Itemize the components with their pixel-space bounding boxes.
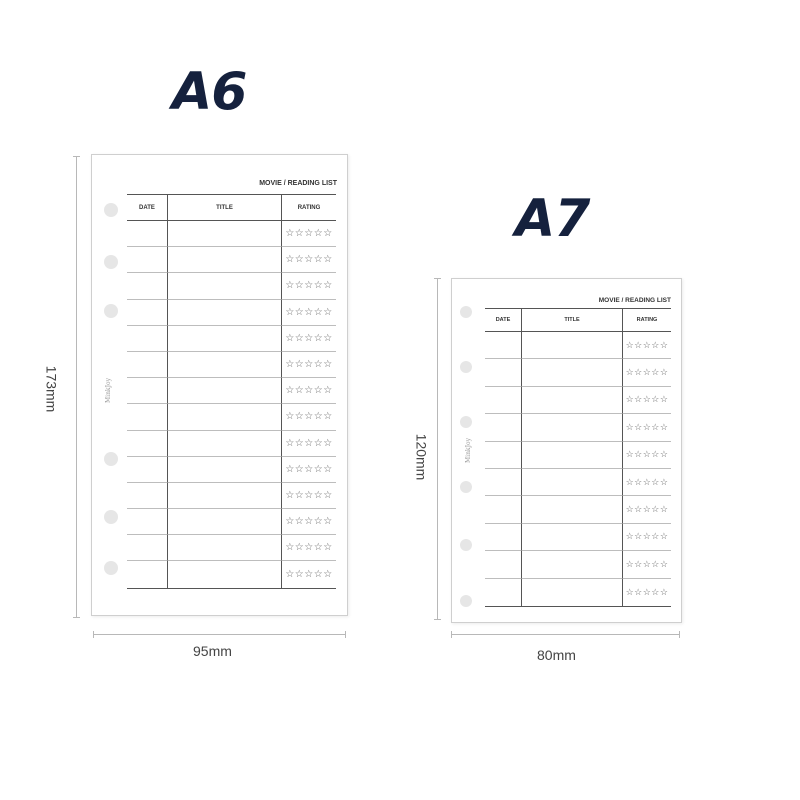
list-table: [127, 194, 336, 589]
rating-stars-icon: ☆☆☆☆☆: [285, 280, 333, 292]
title-cell: [167, 509, 281, 535]
a6-width-label: 95mm: [193, 643, 232, 659]
rating-cell: [622, 551, 671, 578]
a7-refill-sheet: [451, 278, 682, 623]
date-cell: [485, 579, 521, 606]
title-cell: [167, 352, 281, 378]
rating-cell: [622, 332, 671, 359]
punch-hole: [104, 561, 118, 575]
date-cell: [127, 561, 167, 587]
date-cell: [485, 387, 521, 414]
rating-cell: [622, 414, 671, 441]
date-cell: [127, 300, 167, 326]
title-cell: [167, 431, 281, 457]
a6-refill-sheet: [91, 154, 348, 616]
date-cell: [127, 247, 167, 273]
list-table: [485, 308, 671, 607]
date-cell: [485, 359, 521, 386]
list-title: MOVIE / READING LIST: [259, 180, 337, 187]
date-cell: [127, 378, 167, 404]
rating-stars-icon: ☆☆☆☆☆: [285, 332, 333, 344]
rating-stars-icon: ☆☆☆☆☆: [625, 449, 669, 460]
rating-cell: [622, 524, 671, 551]
date-cell: [127, 326, 167, 352]
rating-stars-icon: ☆☆☆☆☆: [285, 463, 333, 475]
rating-stars-icon: ☆☆☆☆☆: [625, 531, 669, 542]
date-cell: [485, 496, 521, 523]
rating-stars-icon: ☆☆☆☆☆: [285, 385, 333, 397]
title-cell: [521, 551, 622, 578]
date-cell: [127, 483, 167, 509]
title-cell: [521, 579, 622, 606]
column-header-title: TITLE: [167, 195, 281, 221]
rating-cell: [622, 496, 671, 523]
punch-hole: [460, 361, 472, 373]
punch-hole: [460, 539, 472, 551]
rating-stars-icon: ☆☆☆☆☆: [285, 359, 333, 371]
column-header-date: DATE: [127, 195, 167, 221]
title-cell: [167, 247, 281, 273]
title-cell: [167, 378, 281, 404]
date-cell: [127, 509, 167, 535]
rating-cell: [281, 509, 336, 535]
title-cell: [521, 496, 622, 523]
title-cell: [521, 332, 622, 359]
rating-stars-icon: ☆☆☆☆☆: [625, 367, 669, 378]
title-cell: [521, 469, 622, 496]
a6-height-label: 173mm: [43, 365, 60, 413]
date-cell: [127, 273, 167, 299]
rating-cell: [622, 469, 671, 496]
title-cell: [167, 404, 281, 430]
column-header-rating: RATING: [622, 309, 671, 332]
list-title: MOVIE / READING LIST: [598, 297, 671, 304]
title-cell: [167, 561, 281, 587]
rating-stars-icon: ☆☆☆☆☆: [285, 516, 333, 528]
rating-stars-icon: ☆☆☆☆☆: [625, 586, 669, 597]
rating-stars-icon: ☆☆☆☆☆: [285, 437, 333, 449]
a6-size-label: A6: [172, 62, 247, 122]
rating-stars-icon: ☆☆☆☆☆: [625, 394, 669, 405]
punch-hole: [104, 203, 118, 217]
rating-stars-icon: ☆☆☆☆☆: [625, 558, 669, 569]
date-cell: [485, 414, 521, 441]
date-cell: [127, 431, 167, 457]
title-cell: [521, 359, 622, 386]
title-cell: [521, 442, 622, 469]
date-cell: [127, 457, 167, 483]
punch-hole: [460, 306, 472, 318]
rating-cell: [281, 352, 336, 378]
rating-stars-icon: ☆☆☆☆☆: [285, 569, 333, 581]
a6-width-dimension-line: [93, 634, 346, 635]
date-cell: [485, 524, 521, 551]
punch-hole: [460, 595, 472, 607]
rating-stars-icon: ☆☆☆☆☆: [285, 306, 333, 318]
rating-cell: [281, 431, 336, 457]
title-cell: [167, 273, 281, 299]
brand-watermark: MinkJoy: [464, 438, 472, 463]
a7-height-dimension-line: [437, 278, 438, 620]
rating-stars-icon: ☆☆☆☆☆: [625, 504, 669, 515]
title-cell: [167, 326, 281, 352]
a7-width-dimension-line: [451, 634, 680, 635]
date-cell: [485, 469, 521, 496]
date-cell: [485, 442, 521, 469]
title-cell: [521, 524, 622, 551]
rating-stars-icon: ☆☆☆☆☆: [285, 254, 333, 266]
rating-cell: [281, 247, 336, 273]
title-cell: [167, 457, 281, 483]
rating-stars-icon: ☆☆☆☆☆: [285, 542, 333, 554]
a7-width-label: 80mm: [537, 647, 576, 663]
punch-hole: [460, 481, 472, 493]
rating-stars-icon: ☆☆☆☆☆: [625, 476, 669, 487]
rating-cell: [281, 378, 336, 404]
date-cell: [127, 352, 167, 378]
title-cell: [521, 387, 622, 414]
brand-watermark: MinkJoy: [104, 378, 112, 403]
date-cell: [127, 404, 167, 430]
title-cell: [521, 414, 622, 441]
rating-stars-icon: ☆☆☆☆☆: [285, 411, 333, 423]
rating-cell: [281, 535, 336, 561]
rating-cell: [622, 579, 671, 606]
rating-cell: [281, 273, 336, 299]
a6-height-dimension-line: [76, 156, 77, 618]
column-header-date: DATE: [485, 309, 521, 332]
title-cell: [167, 535, 281, 561]
a7-size-label: A7: [515, 189, 590, 249]
date-cell: [127, 221, 167, 247]
column-header-title: TITLE: [521, 309, 622, 332]
a7-height-label: 120mm: [413, 433, 430, 481]
date-cell: [485, 332, 521, 359]
rating-stars-icon: ☆☆☆☆☆: [285, 489, 333, 501]
rating-stars-icon: ☆☆☆☆☆: [285, 228, 333, 240]
rating-cell: [622, 387, 671, 414]
rating-cell: [281, 404, 336, 430]
rating-cell: [281, 221, 336, 247]
date-cell: [485, 551, 521, 578]
punch-hole: [104, 452, 118, 466]
rating-cell: [281, 483, 336, 509]
rating-stars-icon: ☆☆☆☆☆: [625, 339, 669, 350]
punch-hole: [104, 304, 118, 318]
title-cell: [167, 221, 281, 247]
title-cell: [167, 483, 281, 509]
rating-cell: [281, 561, 336, 587]
rating-cell: [281, 300, 336, 326]
rating-cell: [622, 442, 671, 469]
date-cell: [127, 535, 167, 561]
punch-hole: [104, 510, 118, 524]
punch-hole: [460, 416, 472, 428]
punch-hole: [104, 255, 118, 269]
rating-cell: [622, 359, 671, 386]
column-header-rating: RATING: [281, 195, 336, 221]
rating-cell: [281, 457, 336, 483]
rating-stars-icon: ☆☆☆☆☆: [625, 421, 669, 432]
rating-cell: [281, 326, 336, 352]
title-cell: [167, 300, 281, 326]
